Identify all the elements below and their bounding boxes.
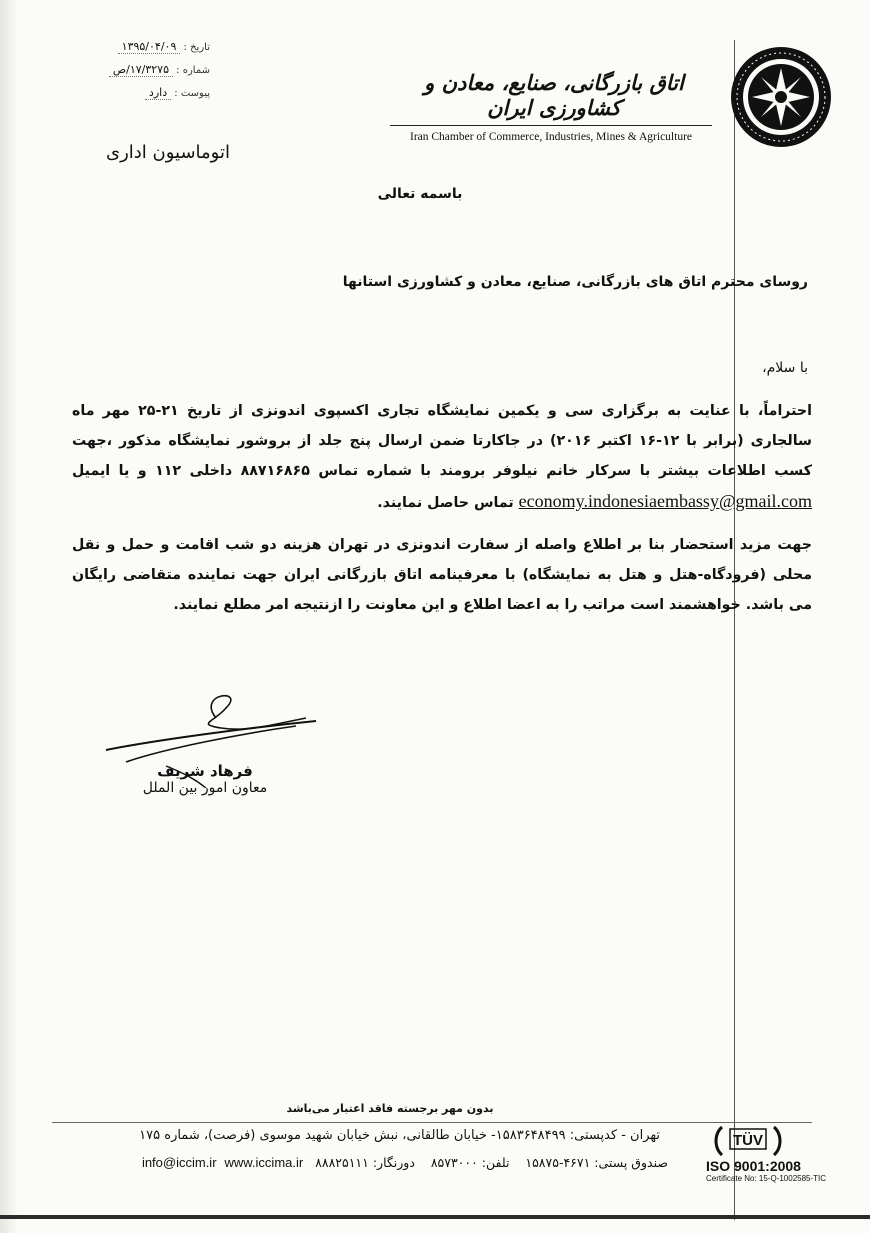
signer-name: فرهاد شریف — [157, 762, 253, 780]
page-bottom-rule — [0, 1215, 870, 1219]
chamber-logo-icon — [728, 44, 834, 150]
signer-block — [120, 762, 290, 796]
number-row — [60, 63, 210, 86]
website-link[interactable]: www.iccima.ir — [224, 1155, 304, 1170]
contact-email-link[interactable]: economy.indonesiaembassy@gmail.com — [518, 491, 812, 511]
footer-divider — [52, 1122, 812, 1123]
postal-address: تهران - کدپستی: ۱۵۸۳۶۴۸۴۹۹- خیابان طالقانی، نبش خیابان شهید موسوی (فرصت)، شماره ۱۷۵ — [139, 1128, 660, 1143]
tuv-cert-logo-icon — [712, 1124, 784, 1158]
signer-title: معاون امور بین الملل — [142, 780, 268, 796]
date-row — [60, 40, 210, 63]
date-label: تاریخ : — [183, 42, 210, 53]
po-box: صندوق پستی: ۴۶۷۱-۱۵۸۷۵ — [525, 1155, 668, 1170]
chamber-name-fa: اتاق بازرگانی، صنایع، معادن و کشاورزی ایران — [424, 70, 684, 120]
system-name: اتوماسیون اداری — [106, 142, 230, 163]
greeting: با سلام، — [762, 360, 808, 376]
phone: تلفن: ۸۵۷۳۰۰۰ — [430, 1155, 510, 1170]
number-label: شماره : — [176, 65, 210, 76]
letterhead-divider — [390, 125, 712, 126]
chamber-name-en: Iran Chamber of Commerce, Industries, Mines & Agriculture — [410, 131, 692, 143]
letter-body — [72, 396, 812, 632]
stamp-validity-note: بدون مهر برجسته فاقد اعتبار می‌باشد — [286, 1102, 494, 1115]
contact-line — [40, 1155, 668, 1170]
attachment-row — [60, 86, 210, 109]
paragraph-1-text: احتراماً، با عنایت به برگزاری سی و یکمین نمایشگاه تجاری اکسپوی اندونزی از تاریخ ۲۱-۲۵ مهر ماه سالجاری (برابر با ۱۲-۱۶ اکتبر ۲۰۱۶) در جاکارتا ضمن ارسال پنج جلد از بروشور نمایشگاه مذکور ،جهت کسب اطلاعات بیشتر با سرکار خانم نیلوفر برومند با شماره تماس ۸۸۷۱۶۸۶۵ داخلی ۱۱۲ و یا ایمیل — [72, 403, 813, 479]
fax: دورنگار: ۸۸۸۲۵۱۱۱ — [315, 1155, 415, 1170]
scan-edge-shadow — [0, 0, 18, 1233]
date-value: ۱۳۹۵/۰۴/۰۹ — [118, 40, 181, 54]
number-value: ۱۷/۳۲۷۵/ص — [109, 63, 173, 77]
basmala: باسمه تعالی — [377, 186, 463, 202]
paragraph-1-closing: تماس حاصل نمایند. — [377, 495, 514, 511]
iso-label: ISO 9001:2008 — [706, 1158, 801, 1174]
certificate-number: Certificate No: 15-Q-1002585-TIC — [706, 1174, 827, 1183]
attachment-value: دارد — [145, 86, 171, 100]
tuv-label: TÜV — [733, 1132, 763, 1149]
paragraph-1 — [72, 396, 812, 518]
addressee: روسای محترم اتاق های بازرگانی، صنایع، معادن و کشاورزی استانها — [342, 274, 808, 290]
attachment-label: پیوست : — [174, 88, 210, 99]
footer-email-link[interactable]: info@iccim.ir — [141, 1155, 217, 1170]
letter-meta — [60, 40, 210, 109]
paragraph-2: جهت مزید استحضار بنا بر اطلاع واصله از سفارت اندونزی در تهران هزینه دو شب اقامت و حمل و نقل محلی (فرودگاه-هتل و هتل به نمایشگاه) با معرفینامه اتاق بازرگانی ایران جهت نماینده متقاضی رایگان می باشد. خواهشمند است مراتب را به اعضا اطلاع و این معاونت را ازنتیجه امر مطلع نمایند. — [72, 537, 812, 613]
